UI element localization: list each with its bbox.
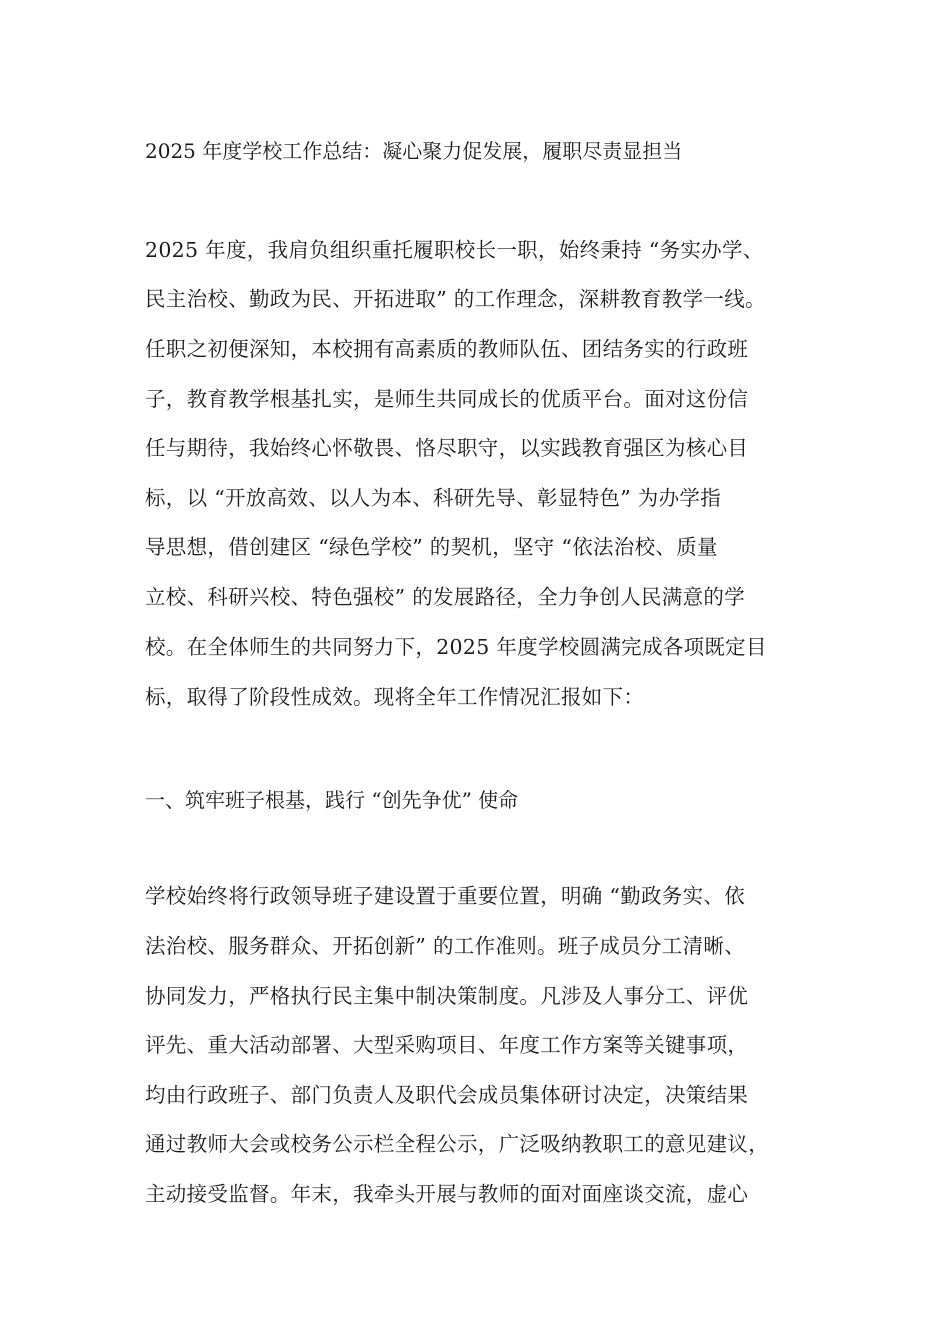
intro-line: 导思想，借创建区 “绿色学校” 的契机，坚守 “依法治校、质量 [145,535,718,559]
section-line: 通过教师大会或校务公示栏全程公示，广泛吸纳教职工的意见建议， [145,1132,769,1156]
section-line: 主动接受监督。年末，我牵头开展与教师的面对面座谈交流，虚心 [145,1182,749,1206]
section-line: 均由行政班子、部门负责人及职代会成员集体研讨决定，决策结果 [145,1083,749,1107]
section-line: 学校始终将行政领导班子建设置于重要位置，明确 “勤政务实、依 [145,884,745,908]
document-title: 2025 年度学校工作总结：凝心聚力促发展，履职尽责显担当 [145,139,683,163]
intro-line: 任与期待，我始终心怀敬畏、恪尽职守，以实践教育强区为核心目 [145,436,749,460]
intro-line: 民主治校、勤政为民、开拓进取” 的工作理念，深耕教育教学一线。 [145,287,766,311]
intro-line: 校。在全体师生的共同努力下，2025 年度学校圆满完成各项既定目 [145,635,767,659]
section-line: 法治校、服务群众、开拓创新” 的工作准则。班子成员分工清晰、 [145,934,745,958]
intro-line: 标，取得了阶段性成效。现将全年工作情况汇报如下： [145,685,645,709]
section-heading: 一、筑牢班子根基，践行 “创先争优” 使命 [145,788,519,812]
intro-line: 2025 年度，我肩负组织重托履职校长一职，始终秉持 “务实办学、 [145,238,764,262]
intro-line: 立校、科研兴校、特色强校” 的发展路径，全力争创人民满意的学 [145,585,745,609]
section-line: 评先、重大活动部署、大型采购项目、年度工作方案等关键事项， [145,1033,749,1057]
intro-line: 标，以 “开放高效、以人为本、科研先导、彰显特色” 为办学指 [145,486,721,510]
intro-line: 子，教育教学根基扎实，是师生共同成长的优质平台。面对这份信 [145,387,749,411]
intro-line: 任职之初便深知，本校拥有高素质的教师队伍、团结务实的行政班 [145,337,749,361]
section-line: 协同发力，严格执行民主集中制决策制度。凡涉及人事分工、评优 [145,984,749,1008]
